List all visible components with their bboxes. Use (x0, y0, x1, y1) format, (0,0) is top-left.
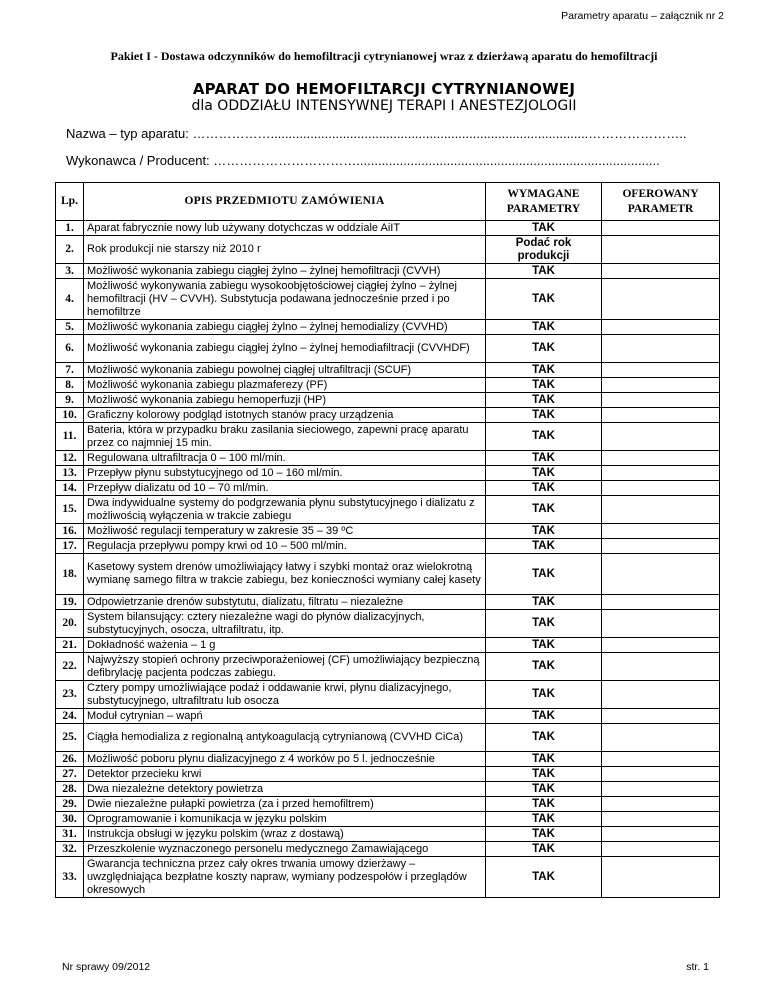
row-offered-value (602, 221, 720, 236)
row-offered-value (602, 724, 720, 752)
row-required-value: TAK (486, 481, 602, 496)
row-number: 4. (56, 279, 84, 320)
row-description: Regulacja przepływu pompy krwi od 10 – 500 ml/min. (84, 539, 486, 554)
header-lp: Lp. (56, 183, 84, 221)
row-description: Dwa niezależne detektory powietrza (84, 782, 486, 797)
row-required-value: TAK (486, 466, 602, 481)
table-row (56, 524, 720, 539)
row-offered-value (602, 782, 720, 797)
device-name-field: Nazwa – typ aparatu: ………………........................................................................................………………….. (66, 126, 687, 141)
row-required-value: TAK (486, 539, 602, 554)
row-required-value: TAK (486, 797, 602, 812)
row-description: Gwarancja techniczna przez cały okres trwania umowy dzierżawy – uwzględniająca bezpłatne koszty napraw, wymiany podzespołów i przeglądów okresowych (84, 857, 486, 898)
document-header-label: Parametry aparatu – załącznik nr 2 (561, 10, 724, 22)
row-number: 14. (56, 481, 84, 496)
row-description: Dwie niezależne pułapki powietrza (za i przed hemofiltrem) (84, 797, 486, 812)
row-description: Możliwość wykonania zabiegu ciągłej żylno – żylnej hemodializy (CVVHD) (84, 320, 486, 335)
row-description: Regulowana ultrafiltracja 0 – 100 ml/min. (84, 451, 486, 466)
row-number: 23. (56, 681, 84, 709)
row-number: 21. (56, 638, 84, 653)
requirements-table (55, 182, 720, 898)
row-description: Możliwość wykonania zabiegu ciągłej żylno – żylnej hemodiafiltracji (CVVHDF) (84, 335, 486, 363)
row-offered-value (602, 279, 720, 320)
row-description: Przeszkolenie wyznaczonego personelu medycznego Zamawiającego (84, 842, 486, 857)
row-number: 28. (56, 782, 84, 797)
table-row (56, 610, 720, 638)
row-offered-value (602, 681, 720, 709)
row-number: 3. (56, 264, 84, 279)
row-number: 32. (56, 842, 84, 857)
row-offered-value (602, 827, 720, 842)
row-offered-value (602, 423, 720, 451)
row-description: Kasetowy system drenów umożliwiający łatwy i szybki montaż oraz wielokrotną wymianę samego filtra w trakcie zabiegu, bez konieczności wymiany całej kasety (84, 554, 486, 595)
row-required-value: TAK (486, 363, 602, 378)
row-required-value: TAK (486, 524, 602, 539)
table-row (56, 221, 720, 236)
row-required-value: TAK (486, 378, 602, 393)
case-number: Nr sprawy 09/2012 (62, 961, 151, 973)
table-row (56, 797, 720, 812)
row-number: 26. (56, 752, 84, 767)
row-offered-value (602, 842, 720, 857)
row-description: Możliwość poboru płynu dializacyjnego z 4 worków po 5 l. jednocześnie (84, 752, 486, 767)
row-offered-value (602, 595, 720, 610)
row-number: 30. (56, 812, 84, 827)
row-description: Najwyższy stopień ochrony przeciwporażeniowej (CF) umożliwiający bezpieczną defibrylację pacjenta podczas zabiegu. (84, 653, 486, 681)
row-number: 31. (56, 827, 84, 842)
table-row (56, 827, 720, 842)
row-number: 12. (56, 451, 84, 466)
row-offered-value (602, 481, 720, 496)
row-number: 20. (56, 610, 84, 638)
row-required-value: TAK (486, 842, 602, 857)
row-description: Możliwość wykonania zabiegu ciągłej żylno – żylnej hemofiltracji (CVVH) (84, 264, 486, 279)
row-description: Przepływ dializatu od 10 – 70 ml/min. (84, 481, 486, 496)
row-required-value: TAK (486, 408, 602, 423)
table-row (56, 393, 720, 408)
row-offered-value (602, 638, 720, 653)
row-required-value: TAK (486, 653, 602, 681)
header-required: WYMAGANE PARAMETRY (486, 183, 602, 221)
table-row (56, 638, 720, 653)
row-offered-value (602, 378, 720, 393)
row-description: Graficzny kolorowy podgląd istotnych stanów pracy urządzenia (84, 408, 486, 423)
table-row (56, 539, 720, 554)
package-title: Pakiet I - Dostawa odczynników do hemofiltracji cytrynianowej wraz z dzierżawą aparatu do hemofiltracji (110, 49, 658, 63)
row-required-value: TAK (486, 752, 602, 767)
page-number: str. 1 (686, 961, 709, 973)
row-number: 9. (56, 393, 84, 408)
row-required-value: TAK (486, 857, 602, 898)
row-description: Moduł cytrynian – wapń (84, 709, 486, 724)
table-row (56, 709, 720, 724)
row-number: 18. (56, 554, 84, 595)
row-offered-value (602, 320, 720, 335)
row-required-value: TAK (486, 423, 602, 451)
row-number: 15. (56, 496, 84, 524)
table-row (56, 335, 720, 363)
row-number: 6. (56, 335, 84, 363)
table-row (56, 481, 720, 496)
table-row (56, 767, 720, 782)
row-offered-value (602, 466, 720, 481)
row-required-value: TAK (486, 335, 602, 363)
row-offered-value (602, 653, 720, 681)
row-number: 27. (56, 767, 84, 782)
table-row (56, 236, 720, 264)
row-number: 19. (56, 595, 84, 610)
row-number: 25. (56, 724, 84, 752)
row-required-value: TAK (486, 451, 602, 466)
row-offered-value (602, 236, 720, 264)
table-row (56, 378, 720, 393)
row-required-value: TAK (486, 496, 602, 524)
document-title: APARAT DO HEMOFILTARCJI CYTRYNIANOWEJ (192, 80, 576, 98)
row-description: Możliwość wykonania zabiegu plazmaferezy (PF) (84, 378, 486, 393)
row-number: 1. (56, 221, 84, 236)
row-offered-value (602, 264, 720, 279)
row-description: Aparat fabrycznie nowy lub używany dotychczas w oddziale AiIT (84, 221, 486, 236)
table-row (56, 451, 720, 466)
table-row (56, 320, 720, 335)
row-description: Możliwość regulacji temperatury w zakresie 35 – 39 ºC (84, 524, 486, 539)
row-number: 29. (56, 797, 84, 812)
row-required-value: TAK (486, 681, 602, 709)
row-offered-value (602, 496, 720, 524)
row-required-value: TAK (486, 724, 602, 752)
row-number: 33. (56, 857, 84, 898)
row-offered-value (602, 335, 720, 363)
row-number: 8. (56, 378, 84, 393)
row-description: Możliwość wykonywania zabiegu wysokoobjętościowej ciągłej żylno – żylnej hemofiltracji (HV – CVVH). Substytucja podawana jednocześnie przed i po hemofiltrze (84, 279, 486, 320)
table-row (56, 496, 720, 524)
table-row (56, 782, 720, 797)
table-row (56, 423, 720, 451)
row-offered-value (602, 812, 720, 827)
row-required-value: TAK (486, 610, 602, 638)
row-required-value: TAK (486, 320, 602, 335)
row-description: Możliwość wykonania zabiegu powolnej ciągłej ultrafiltracji (SCUF) (84, 363, 486, 378)
row-offered-value (602, 451, 720, 466)
table-row (56, 857, 720, 898)
row-required-value: TAK (486, 638, 602, 653)
row-offered-value (602, 767, 720, 782)
row-number: 24. (56, 709, 84, 724)
row-offered-value (602, 524, 720, 539)
row-offered-value (602, 393, 720, 408)
row-description: Dokładność ważenia – 1 g (84, 638, 486, 653)
row-required-value: TAK (486, 827, 602, 842)
row-description: Dwa indywidualne systemy do podgrzewania płynu substytucyjnego i dializatu z możliwością wyłączenia w trakcie zabiegu (84, 496, 486, 524)
table-row (56, 408, 720, 423)
row-number: 10. (56, 408, 84, 423)
table-row (56, 264, 720, 279)
table-row (56, 363, 720, 378)
row-required-value: TAK (486, 221, 602, 236)
row-number: 11. (56, 423, 84, 451)
table-row (56, 554, 720, 595)
table-row (56, 812, 720, 827)
row-number: 13. (56, 466, 84, 481)
row-description: Bateria, która w przypadku braku zasilania sieciowego, zapewni pracę aparatu przez co najmniej 15 min. (84, 423, 486, 451)
table-row (56, 595, 720, 610)
row-required-value: TAK (486, 554, 602, 595)
row-number: 2. (56, 236, 84, 264)
contractor-field: Wykonawca / Producent: …………………………….................................................................................... (66, 153, 660, 168)
table-row (56, 842, 720, 857)
row-offered-value (602, 797, 720, 812)
row-offered-value (602, 610, 720, 638)
row-number: 5. (56, 320, 84, 335)
row-required-value: TAK (486, 812, 602, 827)
row-description: Możliwość wykonania zabiegu hemoperfuzji (HP) (84, 393, 486, 408)
row-description: System bilansujący: cztery niezależne wagi do płynów dializacyjnych, substytucyjnych, osocza, ultrafiltratu, itp. (84, 610, 486, 638)
row-description: Instrukcja obsługi w języku polskim (wraz z dostawą) (84, 827, 486, 842)
header-description: OPIS PRZEDMIOTU ZAMÓWIENIA (84, 183, 486, 221)
row-required-value: TAK (486, 767, 602, 782)
row-number: 22. (56, 653, 84, 681)
row-description: Cztery pompy umożliwiające podaż i oddawanie krwi, płynu dializacyjnego, substytucyjnego, ultrafiltratu lub osocza (84, 681, 486, 709)
row-number: 16. (56, 524, 84, 539)
row-required-value: TAK (486, 264, 602, 279)
table-row (56, 752, 720, 767)
row-offered-value (602, 857, 720, 898)
row-required-value: Podać rok produkcji (486, 236, 602, 264)
row-number: 17. (56, 539, 84, 554)
table-row (56, 466, 720, 481)
row-required-value: TAK (486, 279, 602, 320)
row-number: 7. (56, 363, 84, 378)
row-description: Przepływ płynu substytucyjnego od 10 – 160 ml/min. (84, 466, 486, 481)
row-offered-value (602, 752, 720, 767)
header-offered: OFEROWANY PARAMETR (602, 183, 720, 221)
row-required-value: TAK (486, 393, 602, 408)
row-required-value: TAK (486, 595, 602, 610)
row-required-value: TAK (486, 782, 602, 797)
row-offered-value (602, 539, 720, 554)
document-subtitle: dla ODDZIAŁU INTENSYWNEJ TERAPI I ANESTEZJOLOGII (191, 98, 577, 114)
row-description: Rok produkcji nie starszy niż 2010 r (84, 236, 486, 264)
table-row (56, 653, 720, 681)
row-offered-value (602, 709, 720, 724)
row-offered-value (602, 554, 720, 595)
table-row (56, 724, 720, 752)
row-description: Odpowietrzanie drenów substytutu, dializatu, filtratu – niezależne (84, 595, 486, 610)
row-required-value: TAK (486, 709, 602, 724)
row-offered-value (602, 408, 720, 423)
row-description: Oprogramowanie i komunikacja w języku polskim (84, 812, 486, 827)
table-row (56, 279, 720, 320)
row-description: Detektor przecieku krwi (84, 767, 486, 782)
row-description: Ciągła hemodializa z regionalną antykoagulacją cytrynianową (CVVHD CiCa) (84, 724, 486, 752)
table-row (56, 681, 720, 709)
row-offered-value (602, 363, 720, 378)
